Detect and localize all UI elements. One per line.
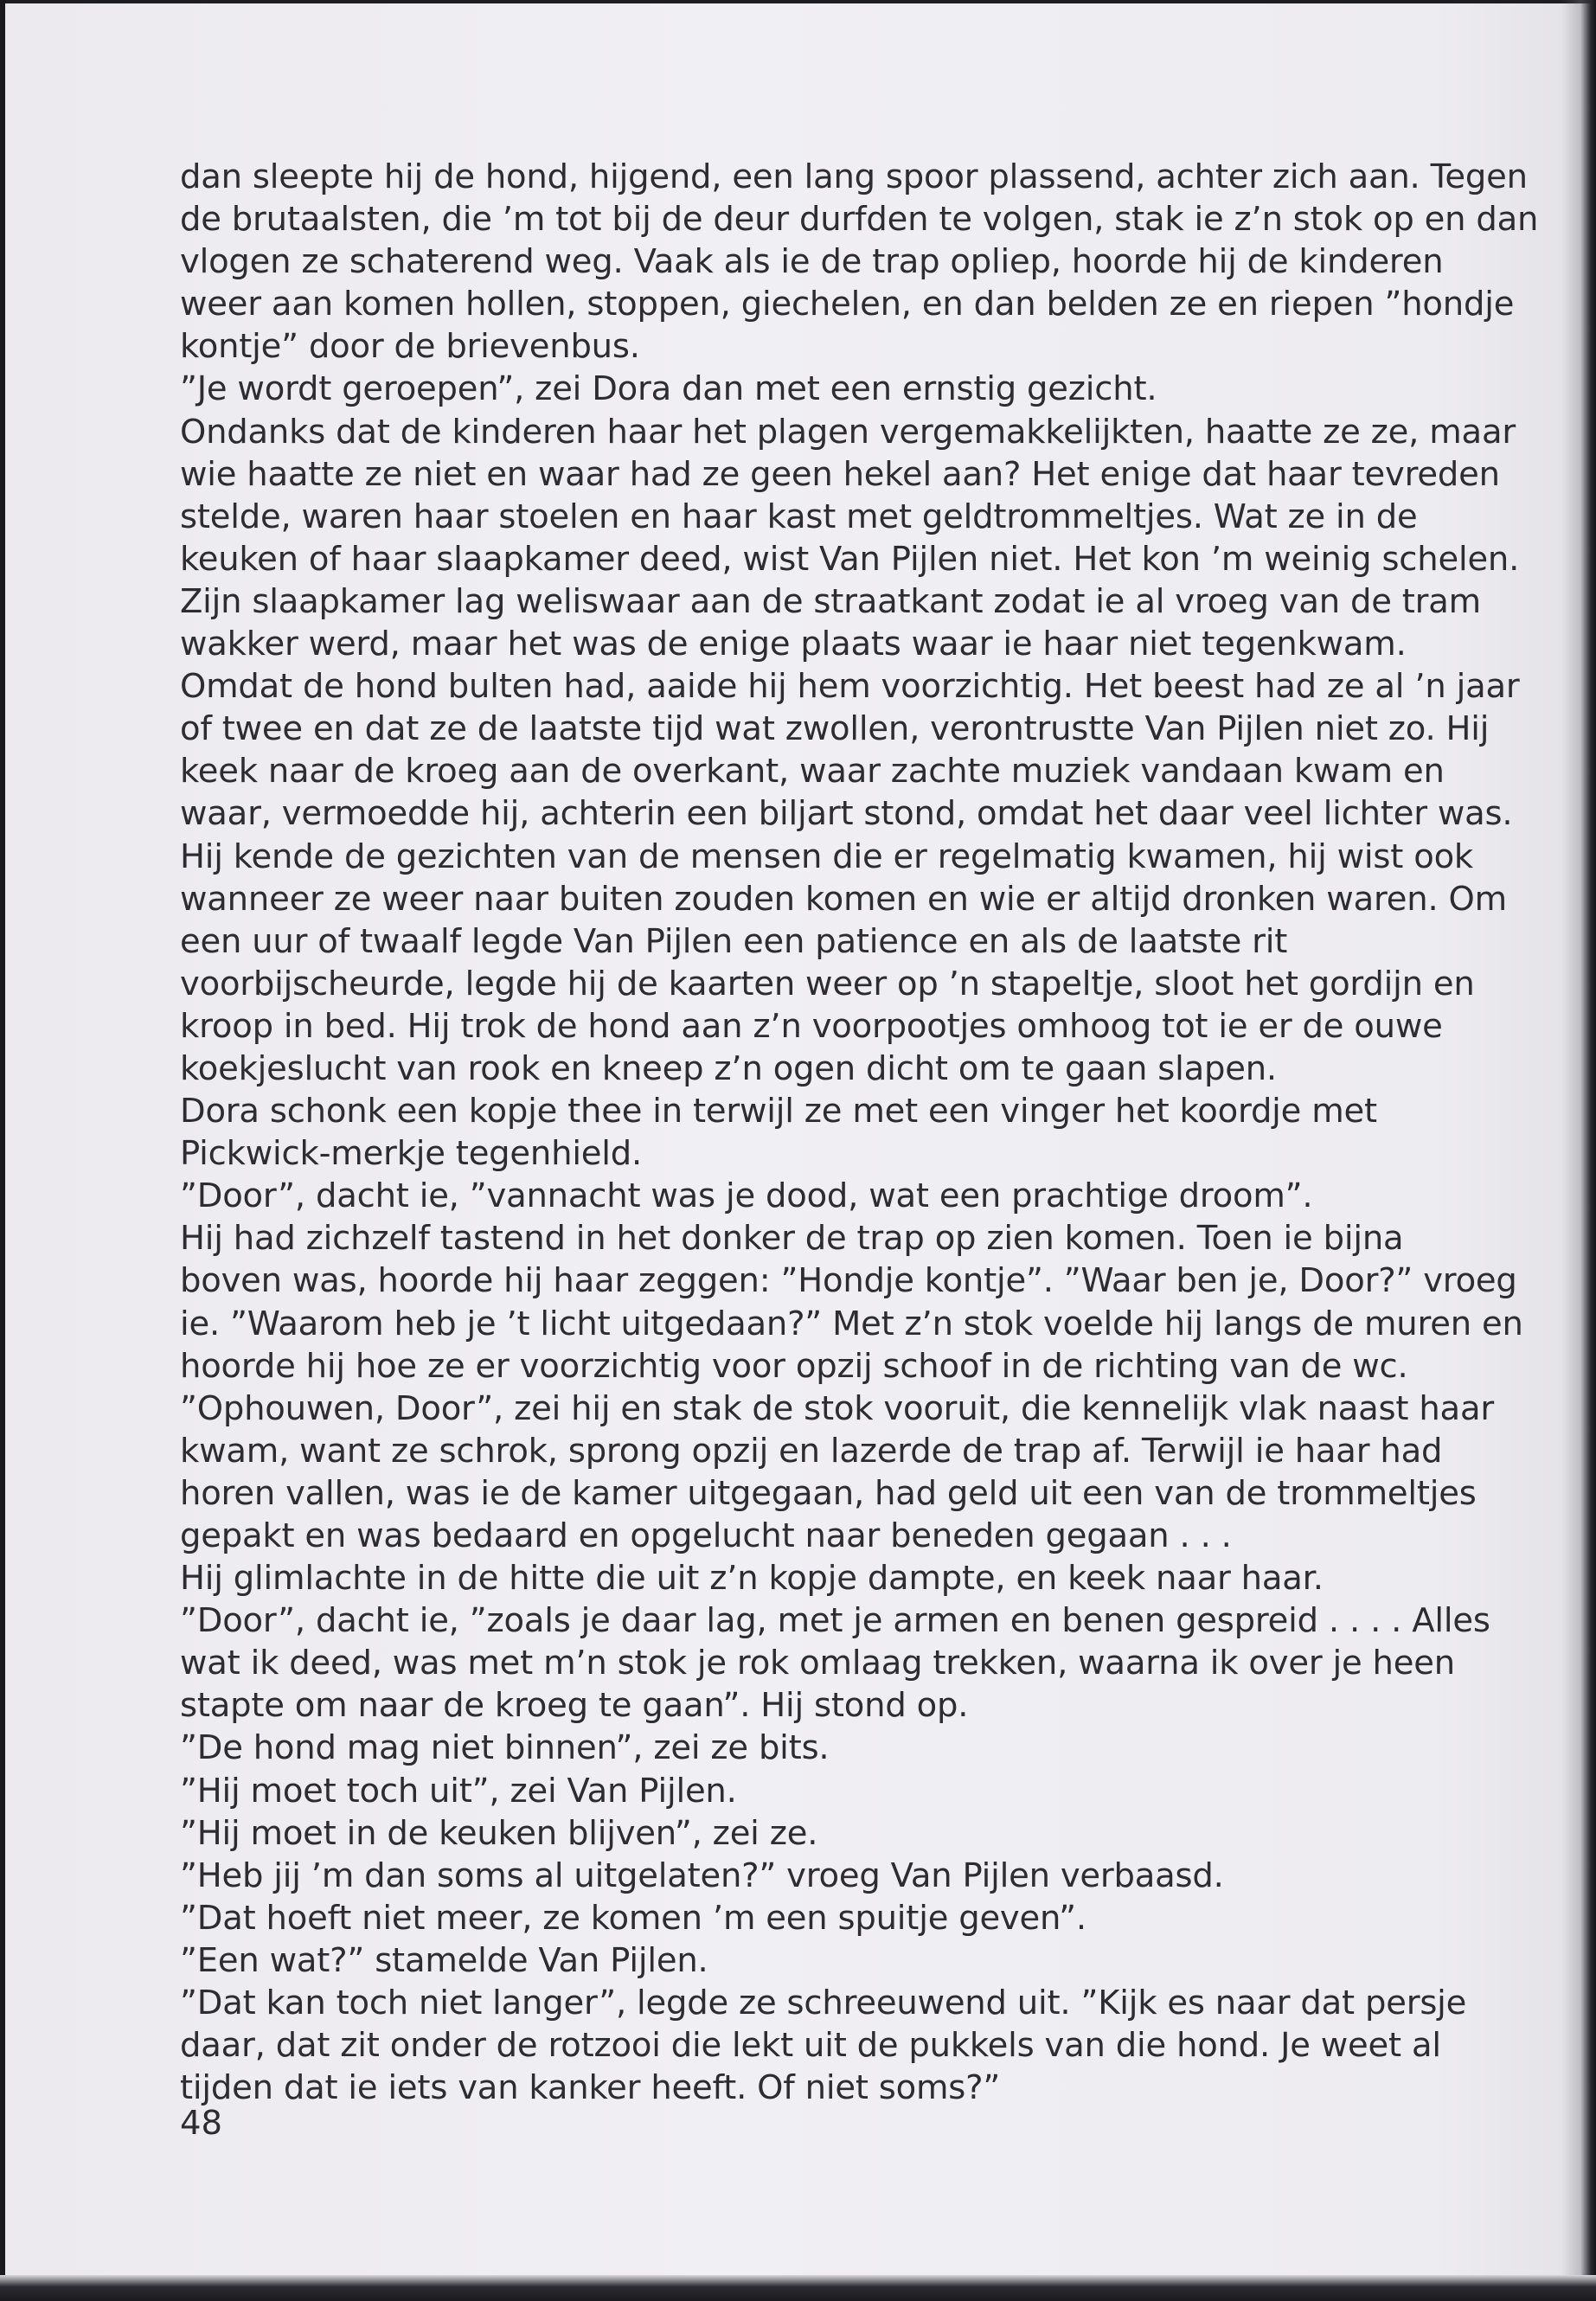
text-line: ”Dat kan toch niet langer”, legde ze schreeuwend uit. ”Kijk es naar dat persje bbox=[180, 1984, 1467, 2023]
page-left-edge bbox=[0, 0, 5, 2301]
text-line: wie haatte ze niet en waar had ze geen hekel aan? Het enige dat haar tevreden bbox=[180, 454, 1500, 494]
text-line: wat ik deed, was met m’n stok je rok omlaag trekken, waarna ik over je heen bbox=[180, 1644, 1455, 1683]
text-line: Zijn slaapkamer lag weliswaar aan de straatkant zodat ie al vroeg van de tram bbox=[180, 581, 1481, 621]
text-line: horen vallen, was ie de kamer uitgegaan, had geld uit een van de trommeltjes bbox=[180, 1473, 1477, 1513]
text-line: Ondanks dat de kinderen haar het plagen vergemakkelijkten, haatte ze ze, maar bbox=[180, 412, 1516, 452]
text-line: gepakt en was bedaard en opgelucht naar beneden gegaan . . . bbox=[180, 1516, 1232, 1555]
text-line: een uur of twaalf legde Van Pijlen een patience en als de laatste rit bbox=[180, 921, 1288, 961]
text-line: keek naar de kroeg aan de overkant, waar zachte muziek vandaan kwam en bbox=[180, 752, 1445, 792]
text-line: ”Je wordt geroepen”, zei Dora dan met een ernstig gezicht. bbox=[180, 369, 1157, 409]
text-line: de brutaalsten, die ’m tot bij de deur durfden te volgen, stak ie z’n stok op en dan bbox=[180, 200, 1539, 240]
text-line: Pickwick-merkje tegenhield. bbox=[180, 1134, 643, 1174]
text-line: ”Dat hoeft niet meer, ze komen ’m een spuitje geven”. bbox=[180, 1898, 1086, 1938]
body-text bbox=[180, 156, 1539, 2109]
text-line: Hij kende de gezichten van de mensen die er regelmatig kwamen, hij wist ook bbox=[180, 836, 1474, 876]
page-number: 48 bbox=[180, 2104, 222, 2143]
text-line: ”Door”, dacht ie, ”zoals je daar lag, met je armen en benen gespreid . . . . Alles bbox=[180, 1601, 1490, 1641]
text-line: of twee en dat ze de laatste tijd wat zwollen, verontrustte Van Pijlen niet zo. Hij bbox=[180, 709, 1490, 749]
text-line: kroop in bed. Hij trok de hond aan z’n voorpootjes omhoog tot ie er de ouwe bbox=[180, 1006, 1443, 1046]
text-line: daar, dat zit onder de rotzooi die lekt uit de pukkels van die hond. Je weet al bbox=[180, 2026, 1441, 2066]
page-bottom-edge bbox=[0, 2275, 1596, 2301]
text-line: boven was, hoorde hij haar zeggen: ”Hondje kontje”. ”Waar ben je, Door?” vroeg bbox=[180, 1261, 1517, 1301]
text-line: ”Een wat?” stamelde Van Pijlen. bbox=[180, 1940, 708, 1980]
text-line: wanneer ze weer naar buiten zouden komen en wie er altijd dronken waren. Om bbox=[180, 879, 1507, 919]
text-line: vlogen ze schaterend weg. Vaak als ie de trap opliep, hoorde hij de kinderen bbox=[180, 242, 1444, 282]
text-line: voorbijscheurde, legde hij de kaarten weer op ’n stapeltje, sloot het gordijn en bbox=[180, 964, 1475, 1003]
text-line: weer aan komen hollen, stoppen, giechelen, en dan belden ze en riepen ”hondje bbox=[180, 285, 1515, 324]
text-line: wakker werd, maar het was de enige plaats waar ie haar niet tegenkwam. bbox=[180, 625, 1407, 664]
text-line: Hij glimlachte in de hitte die uit z’n kopje dampte, en keek naar haar. bbox=[180, 1559, 1324, 1599]
text-line: ie. ”Waarom heb je ’t licht uitgedaan?” Met z’n stok voelde hij langs de muren en bbox=[180, 1304, 1523, 1343]
text-line: ”Hij moet toch uit”, zei Van Pijlen. bbox=[180, 1771, 737, 1811]
text-line: ”Door”, dacht ie, ”vannacht was je dood, wat een prachtige droom”. bbox=[180, 1176, 1313, 1216]
text-line: ”Hij moet in de keuken blijven”, zei ze. bbox=[180, 1813, 818, 1853]
text-line: ”De hond mag niet binnen”, zei ze bits. bbox=[180, 1728, 830, 1768]
text-line: Hij had zichzelf tastend in het donker de trap op zien komen. Toen ie bijna bbox=[180, 1219, 1404, 1259]
text-line: ”Ophouwen, Door”, zei hij en stak de stok vooruit, die kennelijk vlak naast haar bbox=[180, 1388, 1494, 1428]
text-line: koekjeslucht van rook en kneep z’n ogen dicht om te gaan slapen. bbox=[180, 1048, 1277, 1088]
text-line: hoorde hij hoe ze er voorzichtig voor opzij schoof in de richting van de wc. bbox=[180, 1346, 1408, 1386]
text-line: ”Heb jij ’m dan soms al uitgelaten?” vroeg Van Pijlen verbaasd. bbox=[180, 1856, 1224, 1895]
text-line: stelde, waren haar stoelen en haar kast met geldtrommeltjes. Wat ze in de bbox=[180, 497, 1418, 536]
text-line: tijden dat ie iets van kanker heeft. Of niet soms?” bbox=[180, 2068, 1001, 2108]
text-line: kontje” door de brievenbus. bbox=[180, 327, 640, 367]
page-top-edge bbox=[0, 0, 1596, 3]
text-line: kwam, want ze schrok, sprong opzij en lazerde de trap af. Terwijl ie haar had bbox=[180, 1431, 1443, 1471]
page-gutter-shadow bbox=[1561, 0, 1596, 2301]
text-line: dan sleepte hij de hond, hijgend, een lang spoor plassend, achter zich aan. Tegen bbox=[180, 157, 1528, 196]
text-line: waar, vermoedde hij, achterin een biljart stond, omdat het daar veel lichter was. bbox=[180, 794, 1513, 834]
text-line: Omdat de hond bulten had, aaide hij hem voorzichtig. Het beest had ze al ’n jaar bbox=[180, 667, 1520, 707]
text-line: keuken of haar slaapkamer deed, wist Van Pijlen niet. Het kon ’m weinig schelen. bbox=[180, 539, 1520, 579]
text-line: stapte om naar de kroeg te gaan”. Hij stond op. bbox=[180, 1686, 969, 1726]
text-line: Dora schonk een kopje thee in terwijl ze met een vinger het koordje met bbox=[180, 1092, 1377, 1131]
